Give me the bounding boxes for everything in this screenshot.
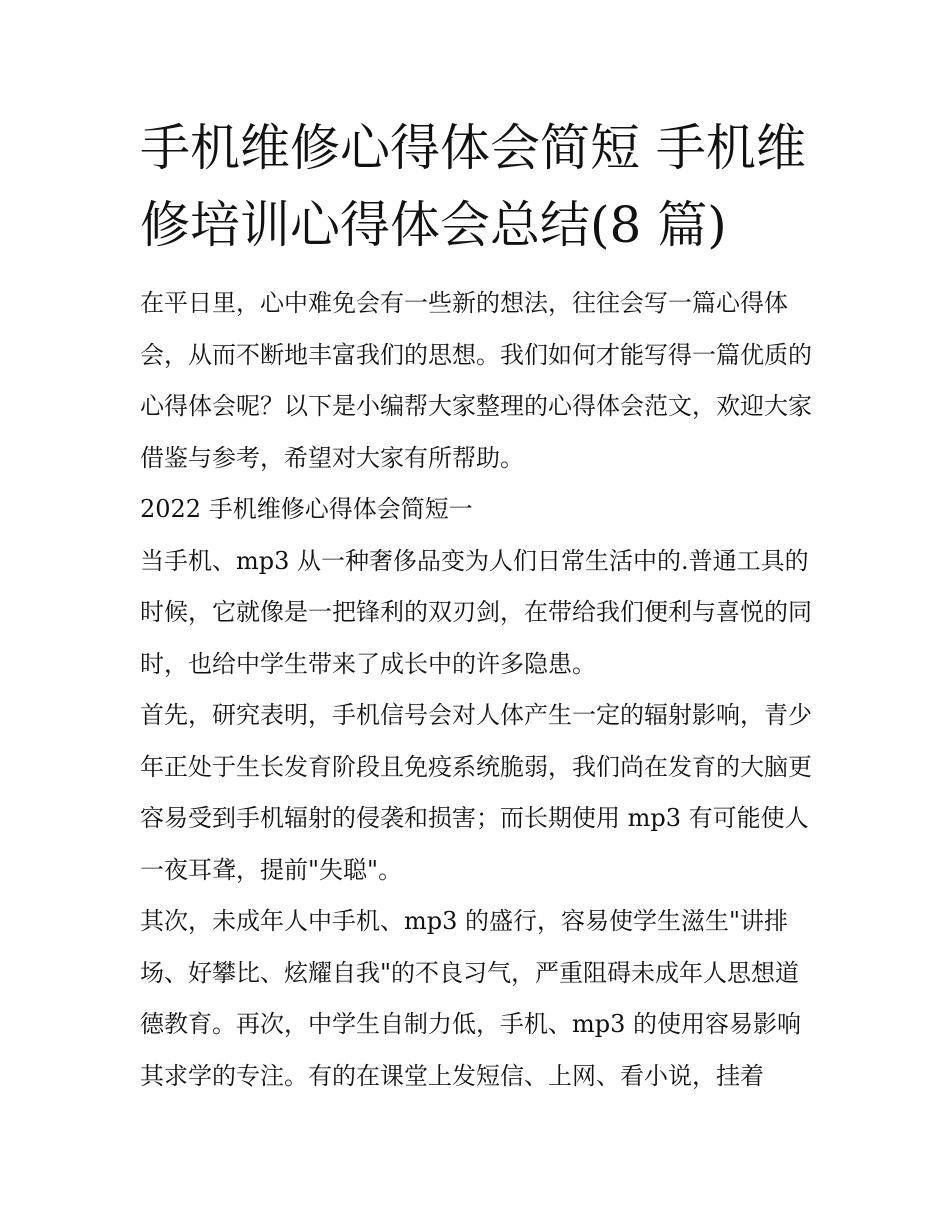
body-paragraph: 首先，研究表明，手机信号会对人体产生一定的辐射影响，青少年正处于生长发育阶段且免疫系统脆弱，我们尚在发育的大脑更容易受到手机辐射的侵袭和损害；而长期使用 mp3 有可能使人一夜耳聋，提前"失聪"。 bbox=[140, 701, 812, 884]
body-paragraph: 其次，未成年人中手机、mp3 的盛行，容易使学生滋生"讲排场、好攀比、炫耀自我"的不良习气，严重阻碍未成年人思想道德教育。再次，中学生自制力低，手机、mp3 的使用容易影响其求学的专注。有的在课堂上发短信、上网、看小说，挂着 bbox=[140, 907, 802, 1090]
document-title: 手机维修心得体会简短 手机维修培训心得体会总结(8 篇) bbox=[140, 119, 806, 254]
document-page bbox=[140, 110, 820, 1102]
intro-paragraph: 在平日里，心中难免会有一些新的想法，往往会写一篇心得体会，从而不断地丰富我们的思想。我们如何才能写得一篇优质的心得体会呢？以下是小编帮大家整理的心得体会范文，欢迎大家借鉴与参考，希望对大家有所帮助。 bbox=[140, 289, 812, 472]
body-paragraph: 当手机、mp3 从一种奢侈品变为人们日常生活中的.普通工具的时候，它就像是一把锋利的双刃剑，在带给我们便利与喜悦的同时，也给中学生带来了成长中的许多隐患。 bbox=[140, 546, 812, 678]
section-heading: 2022 手机维修心得体会简短一 bbox=[140, 495, 473, 523]
